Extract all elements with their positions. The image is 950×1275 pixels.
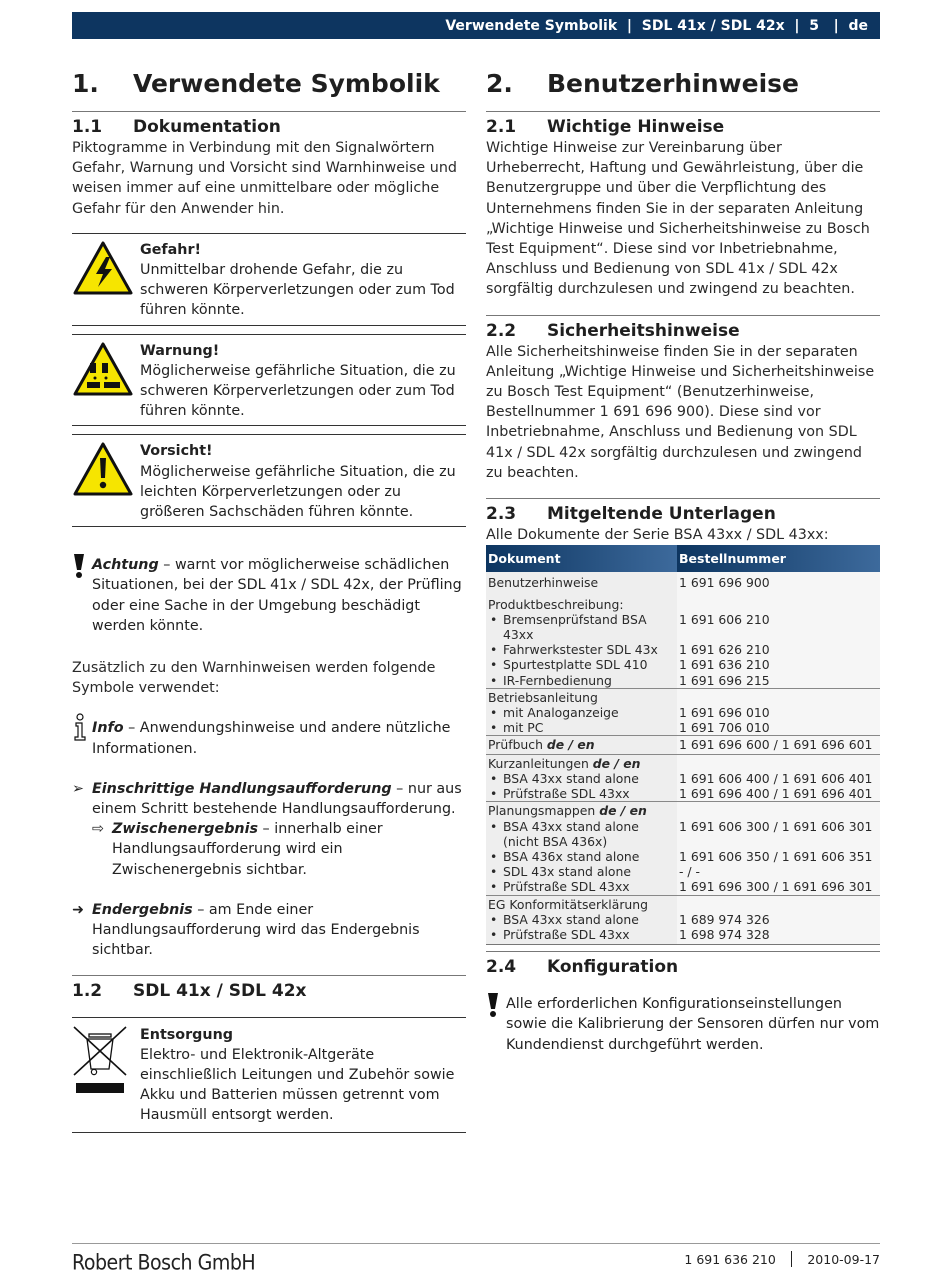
list-item: SDL 43x stand alone [503,864,631,880]
exclamation-icon [486,994,506,1055]
list-item: BSA 43xx stand alone [503,911,639,927]
warning-title: Warnung! [140,342,220,359]
table-cell [677,802,880,895]
list-item: IR-Fernbedienung [503,672,612,688]
section-2-1-text: Wichtige Hinweise zur Vereinbarung über Urheberrecht, Haftung und Gewährleistung, über die Benutzergruppe und über die Verpflichtung des Unternehmens finden Sie in der separaten Anleitung „Wichtige Hinweise und Sicherheitshinweise zu Bosch Test Equipment“. Diese sind vor Inbetriebnahme, Anschluss und Bedienung von SDL 41x / SDL 42x sorgfältig durchzulesen und zwingend zu beachten. [486,140,870,298]
table-cell: Produktbeschreibung: • Bremsenprüfstand BSA 43xx • Fahrwerkstester SDL 43x • Spurtestplatte SDL 410 • IR-Fernbedienung [486,591,677,689]
result-note [72,900,466,961]
section-number: 2. [486,68,513,98]
order-number: 1 691 606 210 [679,611,770,627]
divider [72,975,466,976]
doc-group-title: Produktbeschreibung: [488,596,624,612]
language-label: de / en [599,803,647,819]
info-term: Info [92,720,124,737]
divider [486,315,880,316]
page-header-text: Verwendete Symbolik | SDL 41x / SDL 42x | 5 | de [445,17,868,34]
table-cell [486,736,677,754]
intermediate-term: Zwischenergebnis [112,821,259,838]
intermediate-text: – innerhalb einer Handlungsaufforderung wird ein Zwischenergebnis sichtbar. [112,821,383,878]
table-row [486,754,880,802]
documents-table [486,545,880,944]
list-item: mit PC [503,720,544,736]
table-row [486,736,880,754]
order-number: 1 698 974 328 [679,926,770,942]
list-item: BSA 436x stand alone [503,848,640,864]
section-2-3-heading [486,503,880,525]
order-number: 1 691 696 215 [679,672,770,688]
section-title: Verwendete Symbolik [133,68,440,98]
divider [72,111,466,112]
table-row [486,688,880,736]
section-1-2-heading [72,980,466,1002]
footer-info [684,1251,880,1267]
divider [486,498,880,499]
disposal-title: Entsorgung [140,1026,233,1043]
doc-group-title: Betriebsanleitung [488,689,598,705]
section-1-1-text: Piktogramme in Verbindung mit den Signalwörtern Gefahr, Warnung und Vorsicht sind Warnhinweise und weisen immer auf eine unmittelbare oder mögliche Gefahr für den Anwender hin. [72,140,457,217]
language-label: de / en [592,755,641,771]
warning-title: Vorsicht! [140,443,213,460]
warning-text: Unmittelbar drohende Gefahr, die zu schweren Körperverletzungen oder zum Tod führen könnte. [140,262,455,319]
corrosive-warning-icon [72,341,140,422]
section-number: 2.3 [486,504,517,525]
result-term: Endergebnis [92,901,193,918]
section-number: 1.2 [72,980,103,1001]
config-text: Alle erforderlichen Konfigurationseinstellungen sowie die Kalibrierung der Sensoren dürfen nur vom Kundendienst durchgeführt werden. [506,996,880,1053]
info-text: – Anwendungshinweise und andere nützliche Informationen. [92,720,451,757]
section-title: Mitgeltende Unterlagen [547,504,776,525]
order-number: 1 689 974 326 [679,911,770,927]
section-2-4-heading [486,956,880,978]
table-cell: Kurzanleitungen de / en • BSA 43xx stand alone • Prüfstraße SDL 43xx [486,754,677,802]
document-number: 1 691 636 210 [684,1251,776,1267]
order-number: 1 691 606 350 / 1 691 606 351 [679,848,873,864]
section-1-1-heading [72,116,466,138]
outline-arrow-icon: ⇨ [92,821,104,838]
footer-divider [72,1243,880,1244]
step-note [72,779,466,819]
high-voltage-warning-icon [72,240,140,321]
section-title: Wichtige Hinweise [547,117,725,137]
section-number: 2.1 [486,117,517,137]
achtung-note [72,555,466,636]
company-logo-text: Robert Bosch GmbH [72,1250,256,1275]
table-cell: Betriebsanleitung • mit Analoganzeige • mit PC [486,688,677,736]
step-text: – nur aus einem Schritt bestehende Handlungsaufforderung. [92,780,462,818]
warning-gefahr [72,234,466,325]
table-cell [677,754,880,802]
table-row [486,591,880,689]
table-header-row [486,545,880,572]
list-item: Bremsenprüfstand BSA 43xx [503,611,647,643]
warning-warnung [72,335,466,426]
list-item: Prüfstraße SDL 43xx [503,926,630,942]
info-note [72,718,466,758]
table-cell [677,591,880,689]
crossed-bin-icon [72,1025,140,1126]
warning-vorsicht [72,435,466,526]
list-item: Prüfstraße SDL 43xx [503,786,630,802]
order-number: 1 691 696 300 / 1 691 696 301 [679,879,873,895]
order-number: 1 691 606 400 / 1 691 606 401 [679,770,873,786]
page-header-bar [72,12,880,39]
column-header: Dokument [486,545,677,572]
info-icon [72,718,92,758]
order-number: - / - [679,864,700,880]
section-title: Dokumentation [133,117,281,137]
section-title: SDL 41x / SDL 42x [133,980,307,1001]
section-2-heading [486,66,880,100]
disposal-note [72,1018,466,1132]
table-row [486,895,880,944]
table-row [486,572,880,590]
exclamation-warning-icon [72,441,140,522]
table-cell [677,688,880,736]
table-row [486,802,880,895]
order-number: 1 691 696 010 [679,705,770,721]
list-item: Prüfstraße SDL 43xx [503,879,630,895]
table-cell: 1 691 696 900 [677,572,880,590]
order-number: 1 691 696 400 / 1 691 696 401 [679,786,873,802]
warning-title: Gefahr! [140,241,202,258]
order-number: 1 691 606 300 / 1 691 606 301 [679,818,873,834]
table-cell: Planungsmappen de / en • BSA 43xx stand alone (nicht BSA 436x) • BSA 436x stand alone • SDL 43x stand alone • Prüfstraße SDL 43xx [486,802,677,895]
exclamation-icon [72,555,92,636]
doc-group-title: EG Konformitätserklärung [488,896,649,912]
list-item: BSA 43xx stand alone (nicht BSA 436x) [503,818,639,849]
bold-arrow-icon: ➜ [72,901,84,918]
disposal-text: Elektro- und Elektronik-Altgeräte einschließlich Leitungen und Zubehör sowie Akku und Batterien müssen getrennt vom Hausmüll entsorgt werden. [140,1046,455,1124]
list-item: Spurtestplatte SDL 410 [503,657,648,673]
order-number: 1 691 636 210 [679,657,770,673]
list-item: mit Analoganzeige [503,705,619,721]
section-2-2-text: Alle Sicherheitshinweise finden Sie in der separaten Anleitung „Wichtige Hinweise und Sicherheitshinweise zu Bosch Test Equipment“ (Benutzerhinweise, Bestellnummer 1 691 696 900). Diese sind vor Inbetriebnahme, Anschluss und Bedienung von SDL 41x / SDL 42x sorgfältig durchzulesen und zwingend zu beachten. [486,343,875,481]
config-note [486,994,880,1055]
zusatz-text: Zusätzlich zu den Warnhinweisen werden folgende Symbole verwendet: [72,660,436,697]
column-header: Bestellnummer [677,545,880,572]
footer-separator [791,1251,793,1267]
list-item: BSA 43xx stand alone [503,770,639,786]
left-column [72,66,466,1133]
order-number: 1 691 626 210 [679,642,770,658]
document-date: 2010-09-17 [807,1251,880,1267]
section-number: 1. [72,68,99,98]
warning-text: Möglicherweise gefährliche Situation, die zu leichten Körperverletzungen oder zu größeren Sachschäden führen könnte. [140,463,456,521]
section-1-heading [72,66,466,100]
section-number: 2.4 [486,957,517,978]
section-number: 2.2 [486,320,517,341]
doc-group-title: Kurzanleitungen [488,755,593,771]
divider [72,1132,466,1133]
table-cell [677,895,880,944]
table-cell: Benutzerhinweise [486,572,677,590]
section-2-1-heading [486,116,880,138]
section-title: Konfiguration [547,957,679,978]
divider [486,951,880,952]
warning-text: Möglicherweise gefährliche Situation, die zu schweren Körperverletzungen oder zum Tod führen könnte. [140,362,456,420]
intermediate-note [72,819,466,880]
list-item: Fahrwerkstester SDL 43x [503,642,658,658]
order-number: 1 691 696 600 / 1 691 696 601 [677,736,880,754]
achtung-term: Achtung [92,557,159,574]
result-text: – am Ende einer Handlungsaufforderung wird das Endergebnis sichtbar. [92,901,420,959]
section-number: 1.1 [72,117,103,137]
section-title: Sicherheitshinweise [547,320,740,341]
section-title: Benutzerhinweise [547,68,800,98]
doc-group-title: Prüfbuch [488,737,547,753]
section-2-3-text: Alle Dokumente der Serie BSA 43xx / SDL 43xx: [486,527,829,544]
right-column [486,66,880,1055]
step-term: Einschrittige Handlungsaufforderung [92,780,392,797]
order-number: 1 691 706 010 [679,720,770,736]
section-2-2-heading [486,320,880,342]
table-cell: EG Konformitätserklärung • BSA 43xx stand alone • Prüfstraße SDL 43xx [486,895,677,944]
doc-group-title: Planungsmappen [488,803,600,819]
language-label: de / en [546,737,595,753]
divider [486,111,880,112]
arrowhead-icon: ➢ [72,780,84,797]
achtung-text: – warnt vor möglicherweise schädlichen Situationen, bei der SDL 41x / SDL 42x, der Prüfling oder eine Sache in der Umgebung beschädigt werden könnte. [92,557,462,634]
